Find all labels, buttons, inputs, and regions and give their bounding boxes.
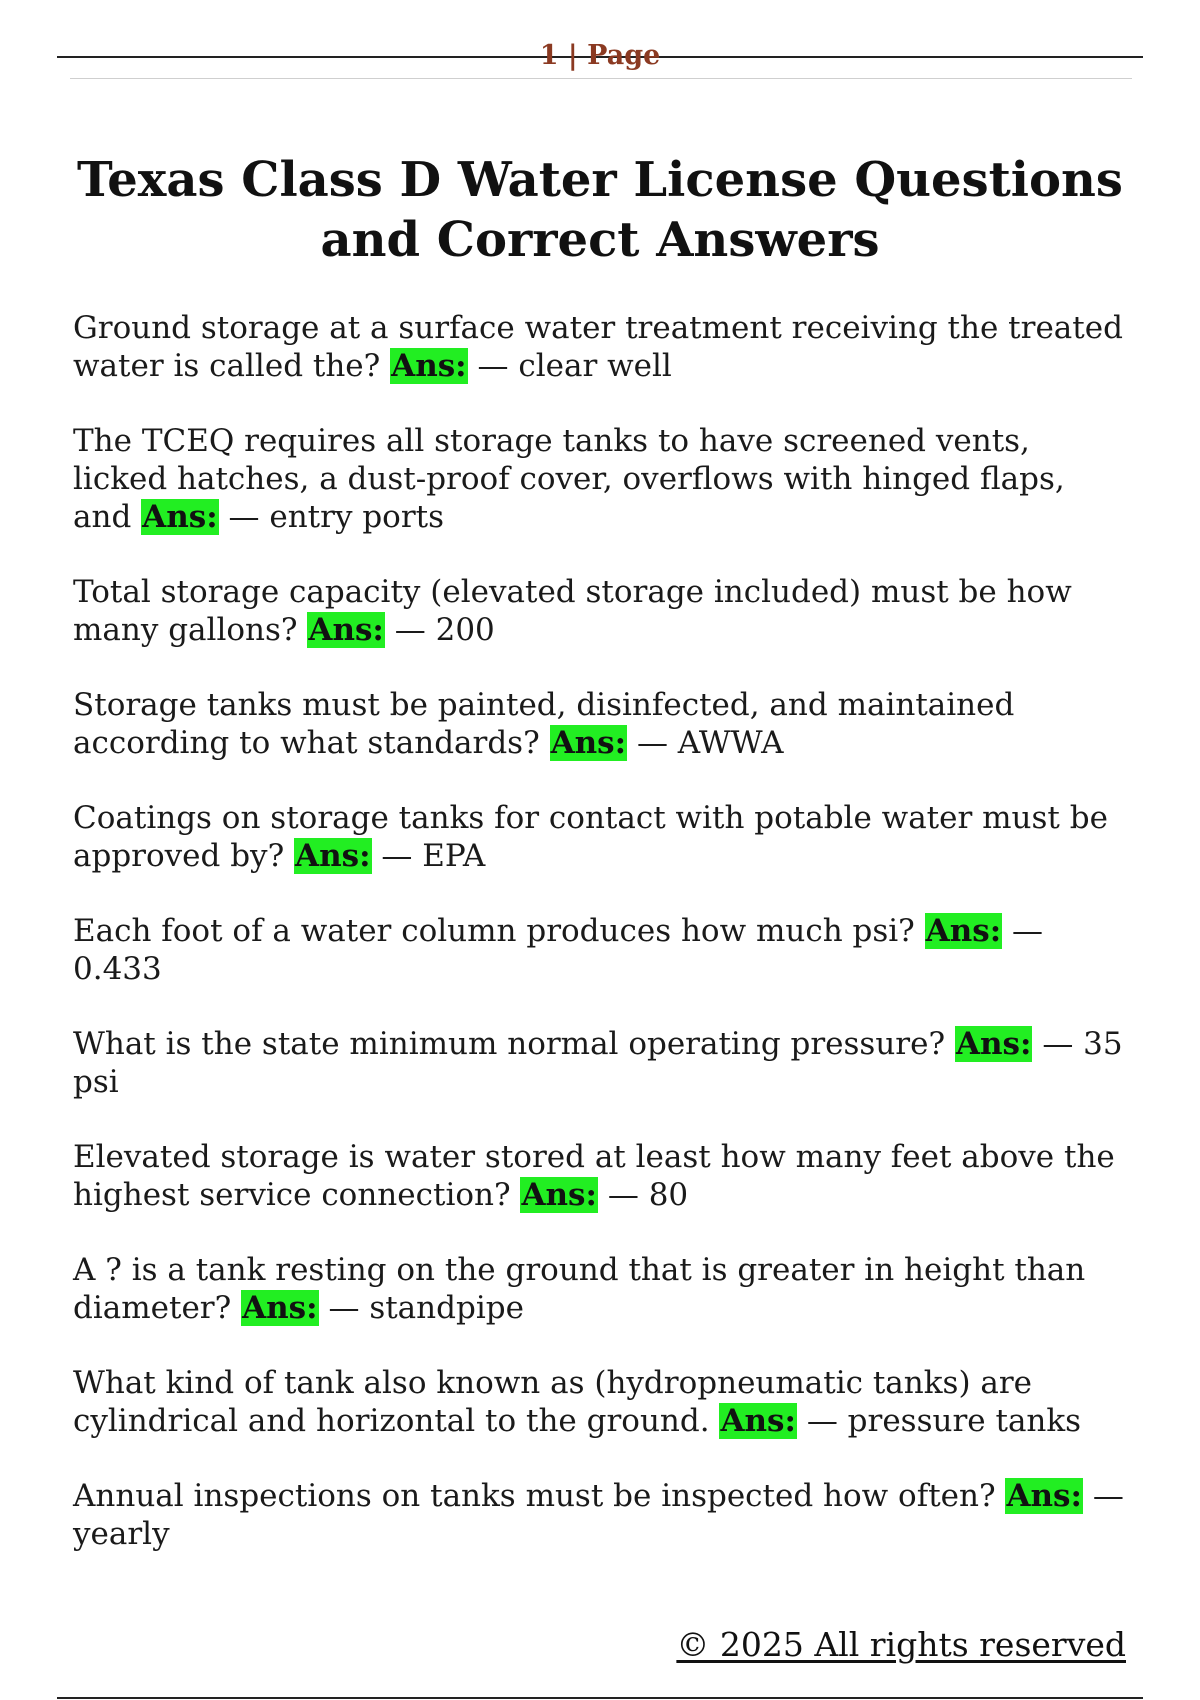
qa-item xyxy=(73,422,1128,536)
answer-marker: Ans: xyxy=(521,1177,597,1213)
answer-dash: — xyxy=(636,725,668,761)
answer-text: EPA xyxy=(422,838,486,874)
answer-text: yearly xyxy=(73,1516,170,1552)
answer-marker: Ans: xyxy=(550,725,627,761)
answer-text: AWWA xyxy=(677,725,784,761)
answer-marker: Ans: xyxy=(955,1026,1032,1062)
copyright-notice: © 2025 All rights reserved xyxy=(676,1625,1126,1664)
answer-dash: — xyxy=(228,499,260,535)
qa-item xyxy=(73,1138,1128,1214)
question-text: What kind of tank also known as (hydropneumatic tanks) are cylindrical and horizontal to the ground. xyxy=(73,1365,1033,1439)
answer-dash: — xyxy=(607,1177,639,1213)
answer-dash: — xyxy=(477,348,509,384)
qa-list xyxy=(73,309,1128,1590)
page-number-label: 1 | Page xyxy=(539,40,661,71)
answer-marker: Ans: xyxy=(308,612,384,648)
qa-item xyxy=(73,1477,1128,1553)
question-text: Total storage capacity (elevated storage included) must be how many gallons? xyxy=(73,574,1072,648)
question-text: Each foot of a water column produces how much psi? xyxy=(73,913,915,949)
qa-item xyxy=(73,799,1128,875)
question-text: Storage tanks must be painted, disinfected, and maintained according to what standards? xyxy=(73,687,1015,761)
answer-marker: Ans: xyxy=(1006,1478,1082,1514)
qa-item xyxy=(73,686,1128,762)
qa-item xyxy=(73,1251,1128,1327)
qa-item xyxy=(73,912,1128,988)
question-text: Coatings on storage tanks for contact with potable water must be approved by? xyxy=(73,800,1108,874)
answer-marker: Ans: xyxy=(391,348,467,384)
answer-dash: — xyxy=(328,1290,360,1326)
answer-marker: Ans: xyxy=(142,499,218,535)
answer-dash: — xyxy=(1012,913,1044,949)
question-text: Ground storage at a surface water treatment receiving the treated water is called the? xyxy=(73,310,1123,384)
answer-text: pressure tanks xyxy=(847,1403,1082,1439)
question-text: Elevated storage is water stored at least how many feet above the highest service connection? xyxy=(73,1139,1115,1213)
qa-item xyxy=(73,309,1128,385)
answer-text: 0.433 xyxy=(73,951,162,987)
answer-dash: — xyxy=(806,1403,838,1439)
answer-marker: Ans: xyxy=(295,838,371,874)
question-text: What is the state minimum normal operating pressure? xyxy=(73,1026,946,1062)
answer-dash: — xyxy=(394,612,426,648)
qa-item xyxy=(73,1025,1128,1101)
header-rule-light xyxy=(70,78,1132,79)
question-text: A ? is a tank resting on the ground that is greater in height than diameter? xyxy=(73,1252,1086,1326)
answer-dash: — xyxy=(381,838,413,874)
answer-text: 80 xyxy=(648,1177,689,1213)
answer-marker: Ans: xyxy=(925,913,1002,949)
answer-marker: Ans: xyxy=(720,1403,796,1439)
answer-text: standpipe xyxy=(369,1290,524,1326)
qa-item xyxy=(73,1364,1128,1440)
answer-dash: — xyxy=(1092,1478,1124,1514)
footer-rule xyxy=(57,1697,1143,1699)
answer-marker: Ans: xyxy=(242,1290,318,1326)
document-title: Texas Class D Water License Questions and Correct Answers xyxy=(77,152,1123,268)
answer-dash: — xyxy=(1042,1026,1074,1062)
answer-text: 200 xyxy=(435,612,495,648)
answer-text: 35 psi xyxy=(73,1026,1123,1100)
question-text: The TCEQ requires all storage tanks to have screened vents, licked hatches, a dust-proof cover, overflows with hinged flaps, and xyxy=(73,423,1065,535)
answer-text: entry ports xyxy=(269,499,445,535)
answer-text: clear well xyxy=(518,348,672,384)
qa-item xyxy=(73,573,1128,649)
question-text: Annual inspections on tanks must be inspected how often? xyxy=(73,1478,996,1514)
